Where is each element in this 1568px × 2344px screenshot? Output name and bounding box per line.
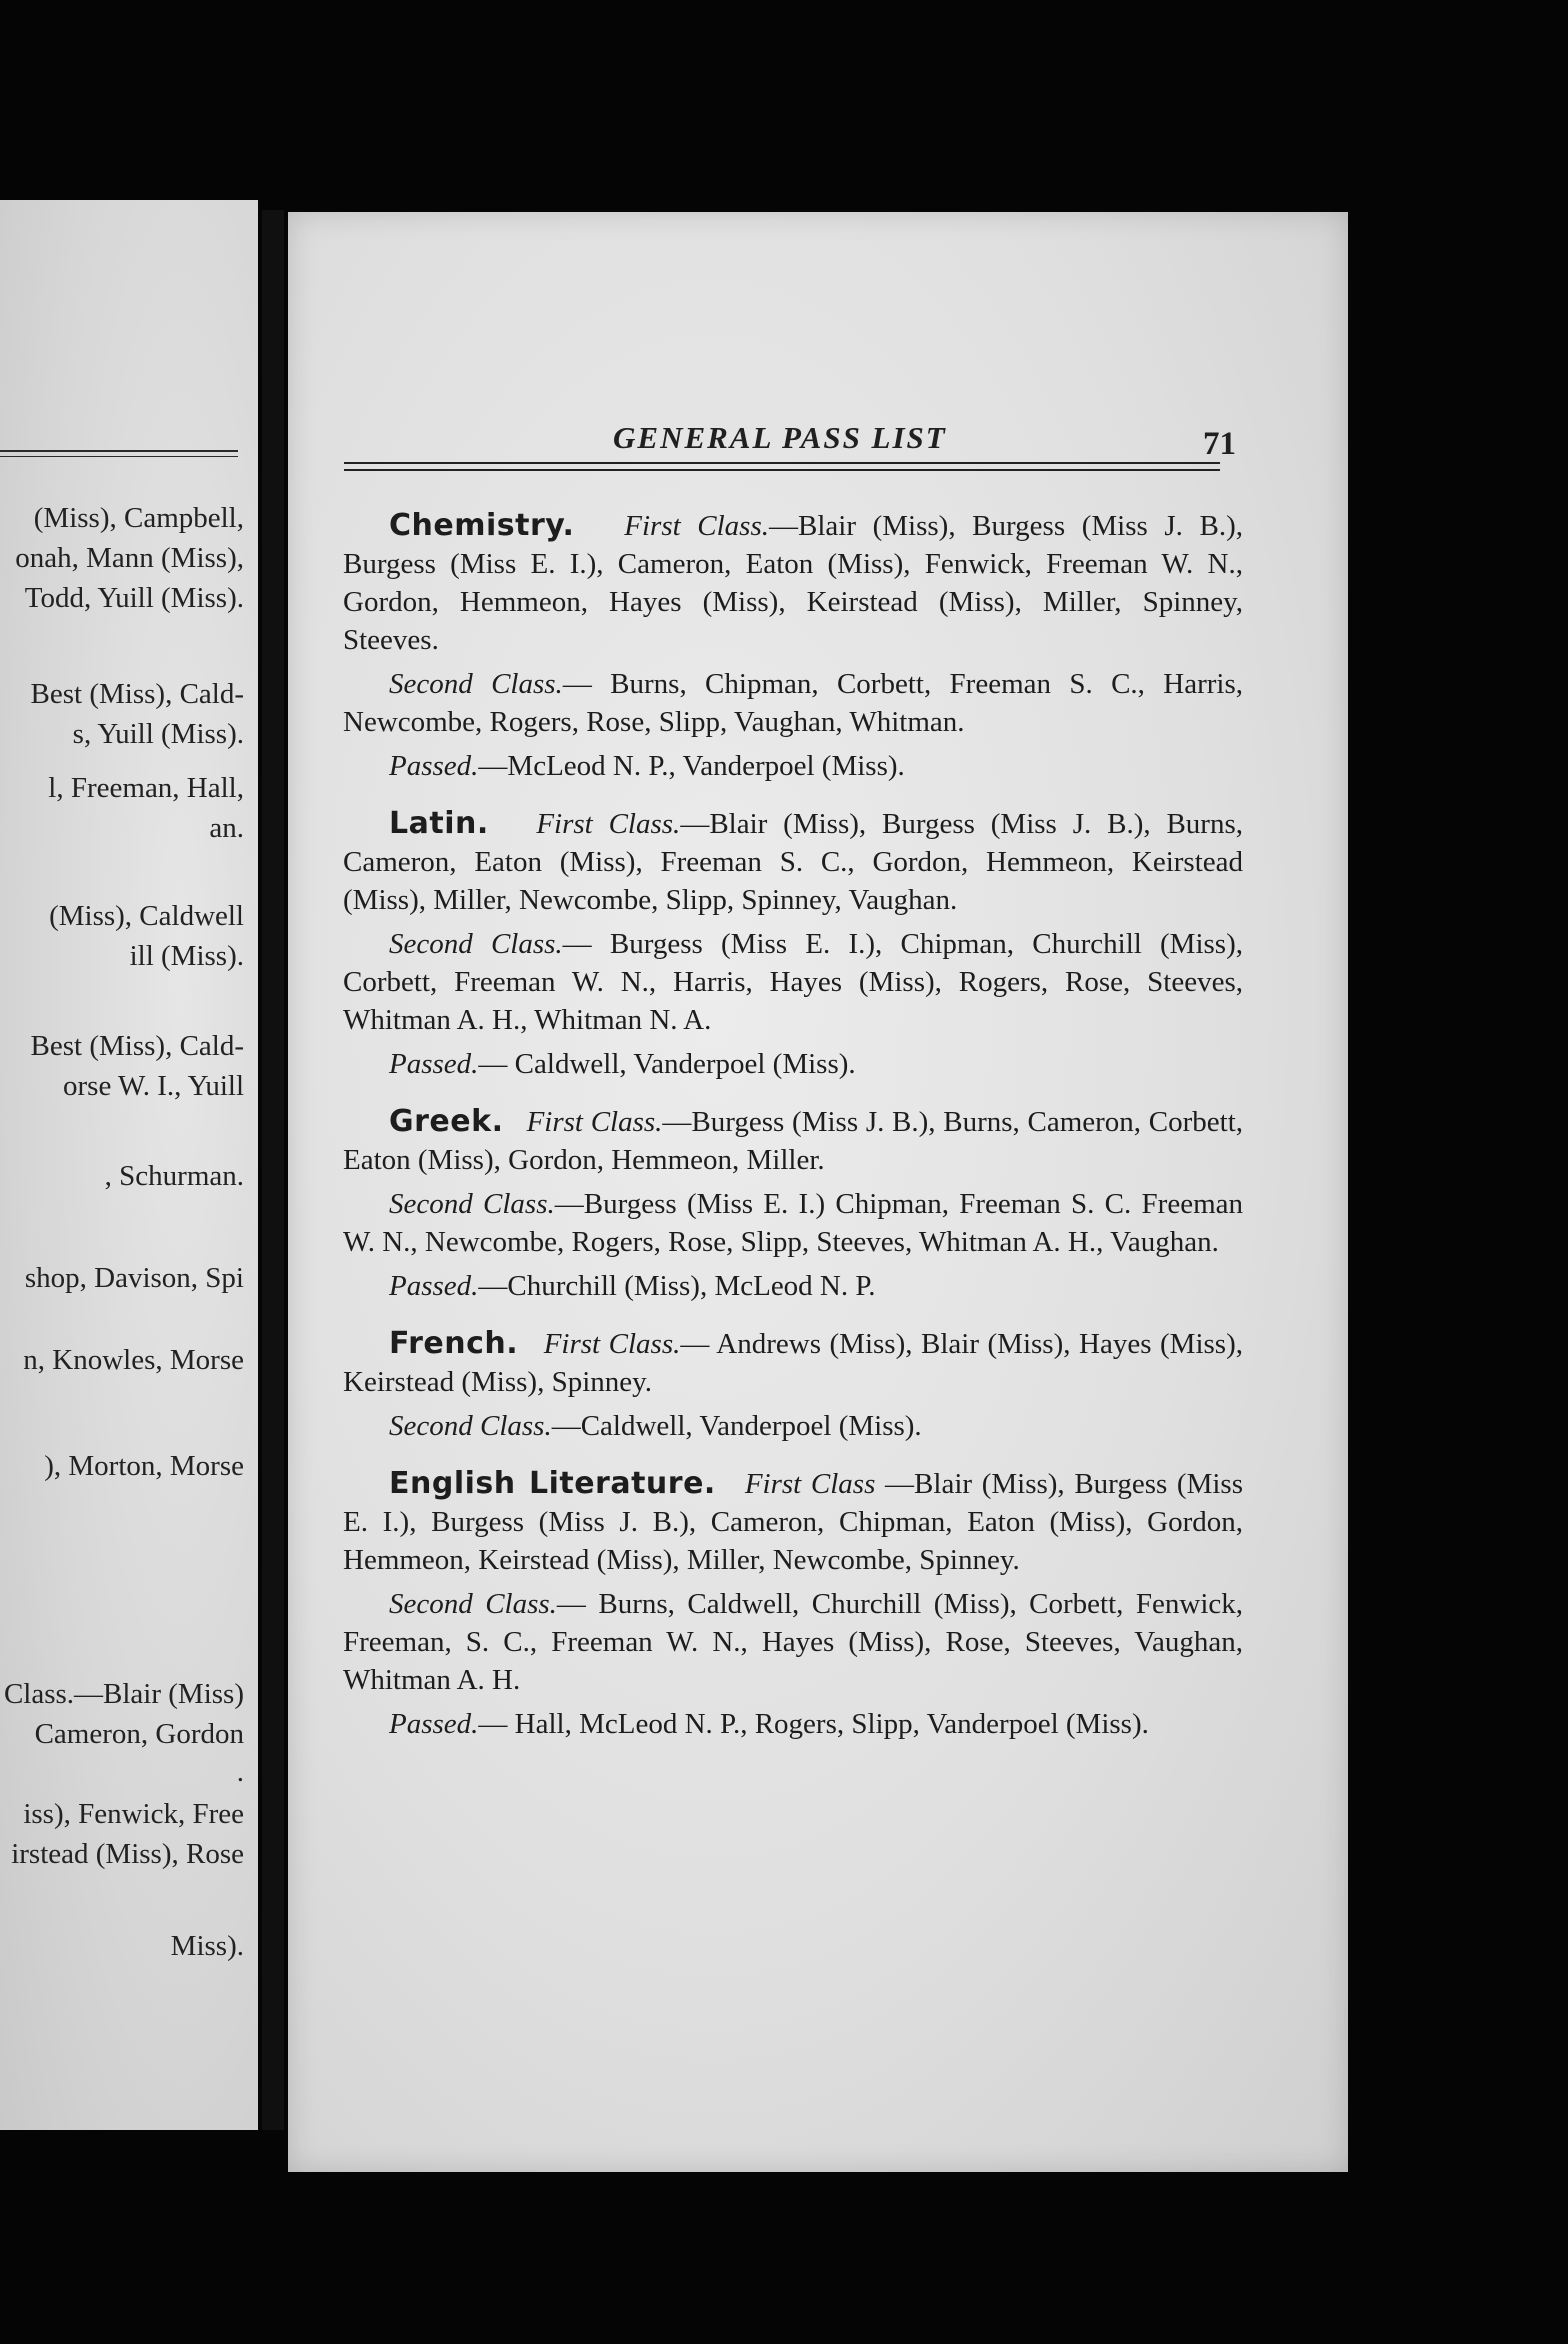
class-names: —Burgess (Miss J. B.), Burns, Cameron, Corbett, Eaton (Miss), Gordon, Hemmeon, Miller. [343,1106,1243,1176]
left-line: Cameron, Gordon [34,1718,244,1750]
class-label: First Class. [543,1328,681,1360]
left-line: ill (Miss). [129,940,244,972]
page-number: 71 [1203,426,1236,462]
class-names: —Burgess (Miss E. I.) Chipman, Freeman S. C. Freeman W. N., Newcombe, Rogers, Rose, Slipp, Steeves, Whitman A. H., Vaughan. [343,1188,1243,1258]
class-names: —McLeod N. P., Vanderpoel (Miss). [478,750,905,782]
left-line: irstead (Miss), Rose [11,1838,244,1870]
subject-greek [343,1103,1243,1305]
left-line: n, Knowles, Morse [23,1344,244,1376]
class-names: — Burgess (Miss E. I.), Chipman, Churchill (Miss), Corbett, Freeman W. N., Harris, Hayes (Miss), Rogers, Rose, Steeves, Whitman A. H., Whitman N. A. [343,928,1243,1036]
subject-latin [343,805,1243,1083]
class-names: — Burns, Chipman, Corbett, Freeman S. C., Harris, Newcombe, Rogers, Rose, Slipp, Vaughan, Whitman. [343,668,1243,738]
class-label: Passed. [389,1270,479,1302]
class-label: First Class. [526,1106,663,1138]
left-page-fragment [0,200,258,2130]
left-line: (Miss), Campbell, [33,502,244,534]
left-line: Todd, Yuill (Miss). [24,582,244,614]
left-line: ), Morton, Morse [44,1450,244,1482]
left-line: , Schurman. [104,1160,244,1192]
left-line: shop, Davison, Spi [24,1262,244,1294]
left-line: Best (Miss), Cald- [30,678,244,710]
class-names: —Blair (Miss), Burgess (Miss E. I.), Burgess (Miss J. B.), Cameron, Chipman, Eaton (Miss), Gordon, Hemmeon, Keirstead (Miss), Miller, Newcombe, Spinney. [343,1468,1243,1576]
class-names: — Caldwell, Vanderpoel (Miss). [478,1048,856,1080]
header-rule [344,462,1220,471]
class-label: Second Class. [389,1588,557,1620]
class-label: Passed. [389,1048,479,1080]
left-line: an. [209,812,244,844]
class-label: First Class [744,1468,876,1500]
class-names: —Churchill (Miss), McLeod N. P. [478,1270,876,1302]
left-line: iss), Fenwick, Free [23,1798,244,1830]
class-label: Passed. [389,1708,479,1740]
left-line: l, Freeman, Hall, [48,772,244,804]
class-label: Second Class. [389,1410,552,1442]
left-line: Best (Miss), Cald- [30,1030,244,1062]
left-page-rule [0,450,238,457]
class-label: First Class. [536,808,681,840]
subject-chemistry [343,507,1243,785]
left-line: . [236,1756,244,1788]
subject-heading: English Literature. [389,1466,716,1501]
class-names: — Hall, McLeod N. P., Rogers, Slipp, Vanderpoel (Miss). [478,1708,1149,1740]
class-label: Second Class. [389,1188,555,1220]
class-label: Second Class. [389,668,563,700]
left-line: (Miss), Caldwell [49,900,244,932]
subject-heading: French. [389,1326,519,1361]
page-title: GENERAL PASS LIST [613,420,947,455]
class-names: — Andrews (Miss), Blair (Miss), Hayes (Miss), Keirstead (Miss), Spinney. [343,1328,1244,1398]
class-names: — Burns, Caldwell, Churchill (Miss), Corbett, Fenwick, Freeman, S. C., Freeman W. N., Hayes (Miss), Rose, Steeves, Vaughan, Whitman A. H. [343,1588,1243,1696]
right-page [288,212,1348,2172]
left-line: orse W. I., Yuill [63,1070,244,1102]
class-names: —Blair (Miss), Burgess (Miss J. B.), Burgess (Miss E. I.), Cameron, Eaton (Miss), Fenwick, Freeman W. N., Gordon, Hemmeon, Hayes (Miss), Keirstead (Miss), Miller, Spinney, Steeves. [343,510,1244,656]
class-label: Passed. [389,750,479,782]
subject-heading: Chemistry. [389,508,575,543]
subject-english-literature [343,1465,1243,1743]
pass-list-body [343,507,1243,1763]
left-line: s, Yuill (Miss). [72,718,244,750]
class-names: —Blair (Miss), Burgess (Miss J. B.), Burns, Cameron, Eaton (Miss), Freeman S. C., Gordon, Hemmeon, Keirstead (Miss), Miller, Newcombe, Slipp, Spinney, Vaughan. [343,808,1243,916]
subject-french [343,1325,1243,1445]
class-names: —Caldwell, Vanderpoel (Miss). [551,1410,922,1442]
subject-heading: Greek. [389,1104,504,1139]
class-label: Second Class. [389,928,563,960]
left-line: Class.—Blair (Miss) [3,1678,244,1710]
class-label: First Class. [624,510,770,542]
left-line: onah, Mann (Miss), [15,542,244,574]
book-spine [262,210,284,2130]
left-line: Miss). [170,1930,244,1962]
subject-heading: Latin. [389,806,489,841]
